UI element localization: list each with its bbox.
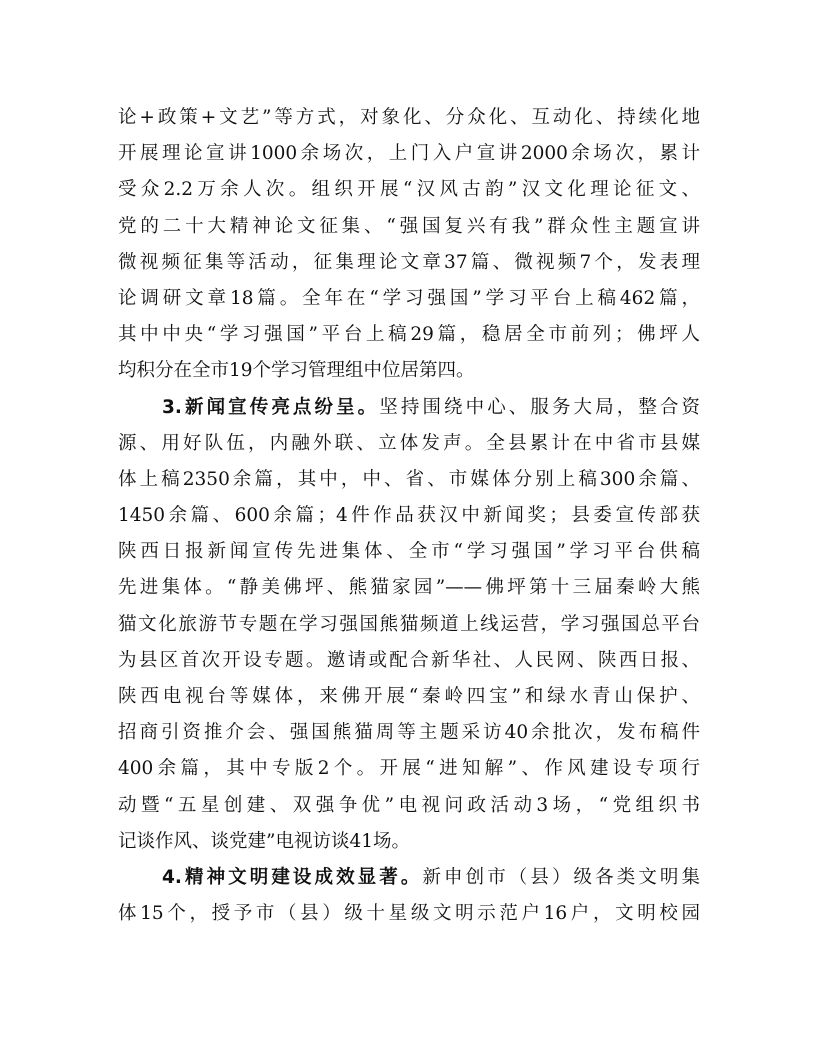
text-run: 坚持围绕中心、服务大局，整合资 bbox=[379, 396, 700, 418]
text-line: 其中中央“学习强国”平台上稿29篇，稳居全市前列；佛坪人 bbox=[118, 324, 700, 346]
text-line: 体15个，授予市（县）级十星级文明示范户16户，文明校园 bbox=[118, 903, 700, 925]
text-line: 陕西日报新闻宣传先进集体、全市“学习强国”学习平台供稿 bbox=[118, 541, 700, 563]
text-line: 开展理论宣讲1000余场次，上门入户宣讲2000余场次，累计 bbox=[118, 143, 700, 165]
text-line bbox=[118, 860, 700, 896]
text-line: 为县区首次开设专题。邀请或配合新华社、人民网、陕西日报、 bbox=[118, 649, 700, 671]
text-line: 400余篇，其中专版2个。开展“进知解”、作风建设专项行 bbox=[118, 758, 700, 780]
text-line: 党的二十大精神论文征集、“强国复兴有我”群众性主题宣讲 bbox=[118, 215, 700, 237]
text-line: 记谈作风、谈党建”电视访谈41场。 bbox=[118, 830, 410, 852]
text-line: 受众2.2万余人次。组织开展“汉风古韵”汉文化理论征文、 bbox=[118, 179, 700, 201]
document-page bbox=[118, 100, 700, 932]
text-line: 招商引资推介会、强国熊猫周等主题采访40余批次，发布稿件 bbox=[118, 722, 700, 744]
paragraph-spiritual-civilization bbox=[118, 860, 700, 932]
text-line: 猫文化旅游节专题在学习强国熊猫频道上线运营，学习强国总平台 bbox=[118, 613, 700, 635]
text-line: 源、用好队伍，内融外联、立体发声。全县累计在中省市县媒 bbox=[118, 432, 700, 454]
text-line: 先进集体。“静美佛坪、熊猫家园”——佛坪第十三届秦岭大熊 bbox=[118, 577, 700, 599]
text-line: 1450余篇、600余篇；4件作品获汉中新闻奖；县委宣传部获 bbox=[118, 505, 700, 527]
text-line: 动暨“五星创建、双强争优”电视问政活动3场，“党组织书 bbox=[118, 794, 700, 816]
text-line bbox=[118, 390, 700, 426]
text-run: 新申创市（县）级各类文明集 bbox=[422, 866, 700, 888]
section-heading: 4.精神文明建设成效显著。 bbox=[162, 866, 423, 888]
text-line: 微视频征集等活动，征集理论文章37篇、微视频7个，发表理 bbox=[118, 251, 700, 273]
section-heading: 3.新闻宣传亮点纷呈。 bbox=[162, 396, 380, 418]
text-line: 体上稿2350余篇，其中，中、省、市媒体分别上稿300余篇、 bbox=[118, 468, 700, 490]
text-line: 陕西电视台等媒体，来佛开展“秦岭四宝”和绿水青山保护、 bbox=[118, 686, 700, 707]
paragraph-theory-lectures bbox=[118, 100, 700, 390]
paragraph-news-publicity bbox=[118, 390, 700, 860]
text-line: 论+政策+文艺”等方式，对象化、分众化、互动化、持续化地 bbox=[118, 107, 700, 128]
text-line: 论调研文章18篇。全年在“学习强国”学习平台上稿462篇， bbox=[118, 287, 700, 309]
text-line: 均积分在全市19个学习管理组中位居第四。 bbox=[118, 360, 475, 382]
